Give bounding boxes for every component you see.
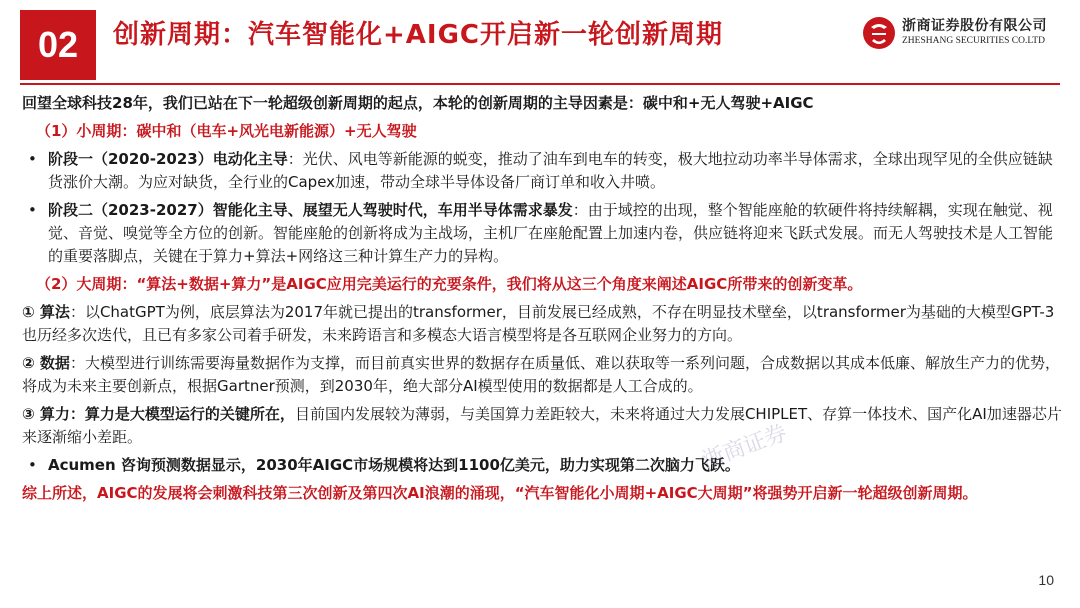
compute-label: ③ 算力：算力是大模型运行的关键所在，	[22, 405, 295, 423]
watermark: 浙商证券	[699, 420, 791, 475]
section2-heading: （2）大周期：“算法+数据+算力”是AIGC应用完美运行的充要条件，我们将从这三个角度来阐述AIGC所带来的创新变革。	[36, 275, 863, 293]
page-number: 10	[1038, 572, 1054, 588]
stage1-item	[22, 148, 1062, 194]
bullet-icon: •	[28, 201, 37, 219]
stage2-text: ：由于域控的出现，整个智能座舱的软硬件将持续解耦，实现在触觉、视觉、音觉、嗅觉等全方位的创新。智能座舱的创新将成为主战场，主机厂在座舱配置上加速内卷，供应链将迎来飞跃式发展。而无人驾驶技术是人工智能的重要落脚点，关键在于算力+算法+网络这三种计算生产力的异构。	[48, 201, 1054, 265]
logo-name-cn: 浙商证券股份有限公司	[902, 18, 1047, 34]
compute-text: 目前国内发展较为薄弱，与美国算力差距较大，未来将通过大力发展CHIPLET、存算一体技术、国产化AI加速器芯片来逐渐缩小差距。	[22, 405, 1062, 446]
forecast-text: Acumen 咨询预测数据显示，2030年AIGC市场规模将达到1100亿美元，助力实现第二次脑力飞跃。	[48, 456, 740, 474]
page-title: 创新周期：汽车智能化+AIGC开启新一轮创新周期	[113, 20, 724, 50]
stage1-label: 阶段一（2020-2023）电动化主导	[48, 150, 288, 168]
data-label: ② 数据	[22, 354, 70, 372]
forecast-item	[22, 454, 1062, 477]
logo-name-en: ZHESHANG SECURITIES CO.LTD	[902, 36, 1045, 46]
stage2-item	[22, 199, 1062, 268]
bullet-icon: •	[28, 456, 37, 474]
slide-body	[22, 92, 1062, 510]
header-divider	[20, 83, 1060, 85]
data-text: ：大模型进行训练需要海量数据作为支撑，而目前真实世界的数据存在质量低、难以获取等一系列问题，合成数据以其成本低廉、解放生产力的优势，将成为未来主要创新点，根据Gartner预测，到2030年，绝大部分AI模型使用的数据都是人工合成的。	[22, 354, 1060, 395]
data-item	[22, 352, 1062, 398]
algorithm-text: ：以ChatGPT为例，底层算法为2017年就已提出的transformer，目前发展已经成熟，不存在明显技术壁垒，以transformer为基础的大模型GPT-3也历经多次迭代，且已有多家公司着手研发，未来跨语言和多模态大语言模型将是各互联网企业努力的方向。	[22, 303, 1055, 344]
section1-heading: （1）小周期：碳中和（电车+风光电新能源）+无人驾驶	[36, 122, 417, 140]
algorithm-label: ① 算法	[22, 303, 70, 321]
zheshang-logo-icon	[862, 16, 896, 50]
compute-item	[22, 403, 1062, 449]
company-logo	[858, 14, 1058, 54]
algorithm-item	[22, 301, 1062, 347]
intro-text: 回望全球科技28年，我们已站在下一轮超级创新周期的起点，本轮的创新周期的主导因素是：碳中和+无人驾驶+AIGC	[22, 94, 814, 112]
conclusion-text: 综上所述，AIGC的发展将会刺激科技第三次创新及第四次AI浪潮的涌现，“汽车智能化小周期+AIGC大周期”将强势开启新一轮超级创新周期。	[22, 484, 978, 502]
bullet-icon: •	[28, 150, 37, 168]
stage2-label: 阶段二（2023-2027）智能化主导、展望无人驾驶时代，车用半导体需求暴发	[48, 201, 573, 219]
section-number-badge: 02	[20, 10, 96, 80]
stage1-text: ：光伏、风电等新能源的蜕变，推动了油车到电车的转变，极大地拉动功率半导体需求，全球出现罕见的全供应链缺货涨价大潮。为应对缺货，全行业的Capex加速，带动全球半导体设备厂商订单和收入井喷。	[48, 150, 1053, 191]
